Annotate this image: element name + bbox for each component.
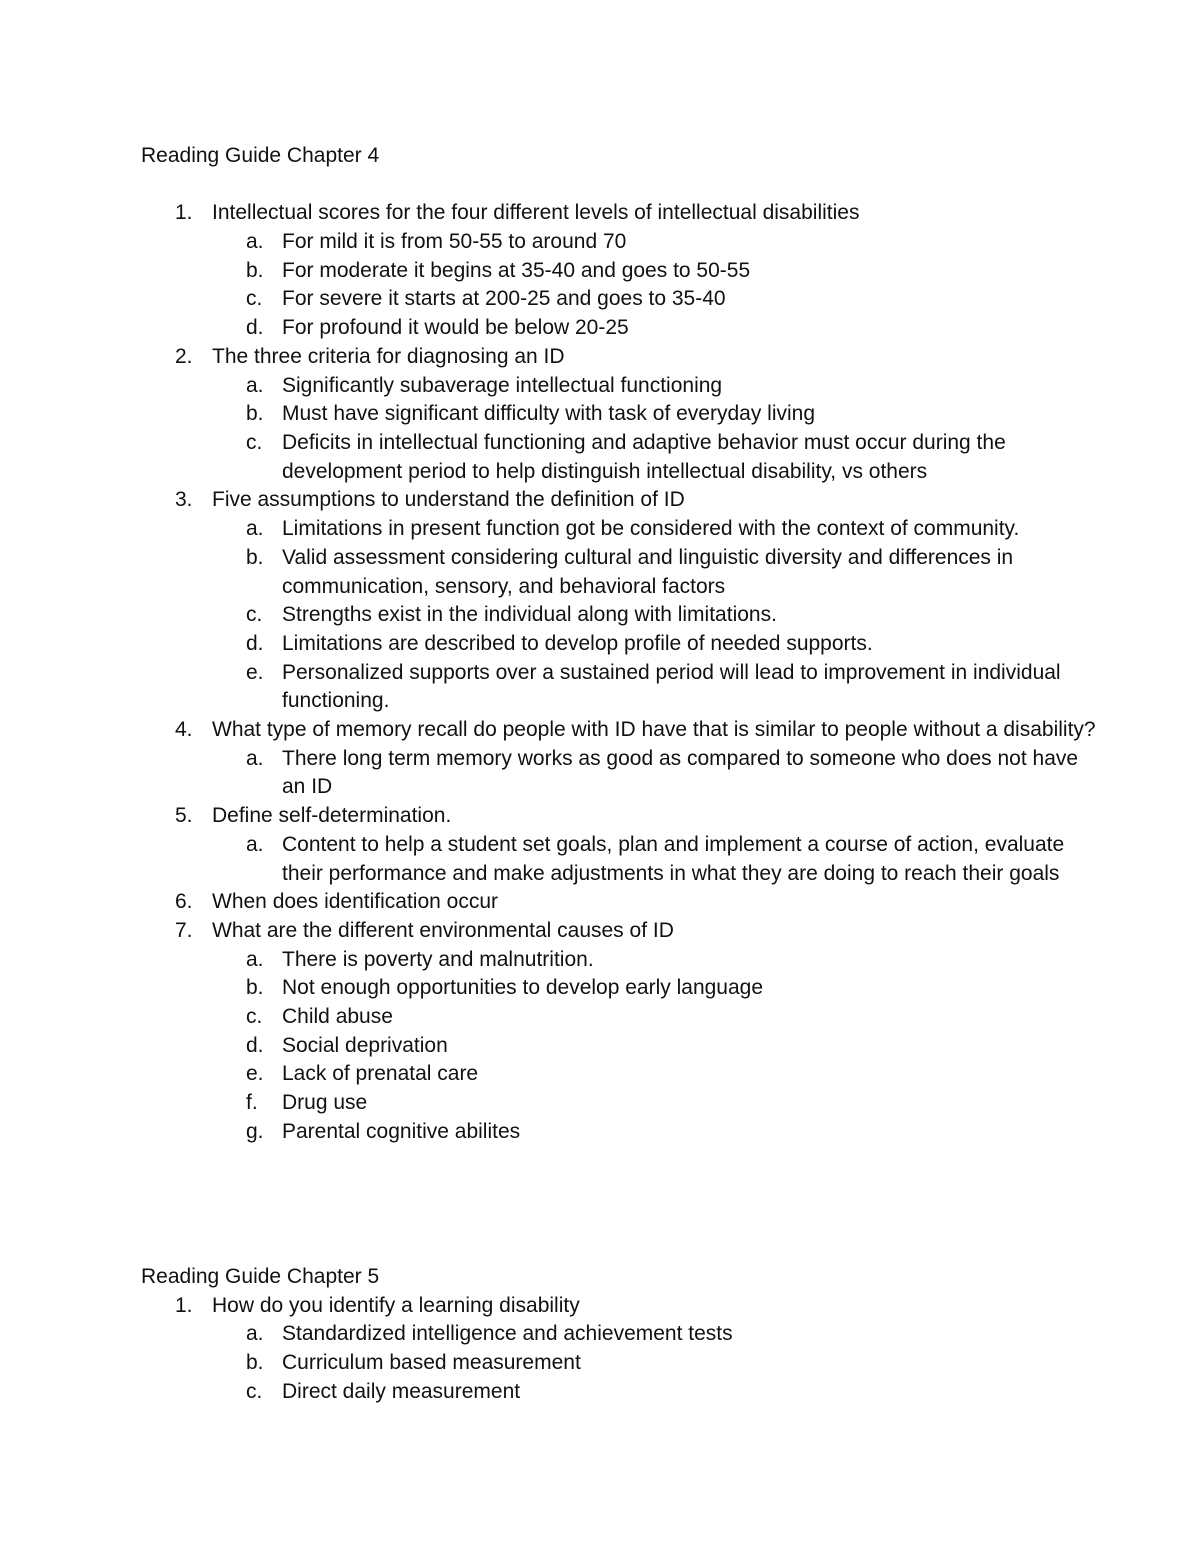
answer-letter: b.: [246, 976, 264, 1000]
question-item: [141, 716, 1101, 745]
question-item: [141, 486, 1101, 515]
answer-item: [141, 1003, 1101, 1032]
answer-text: Child abuse: [282, 1005, 393, 1029]
answer-letter: b.: [246, 1351, 264, 1375]
answer-text: Content to help a student set goals, plan and implement a course of action, evaluate their performance and make adjustments in what they are doing to reach their goals: [282, 832, 1065, 885]
answer-item: [141, 974, 1101, 1003]
answer-item: [141, 1118, 1101, 1147]
answer-text: Direct daily measurement: [282, 1379, 521, 1403]
section-title: Reading Guide Chapter 5: [141, 1265, 380, 1288]
answer-text: Significantly subaverage intellectual functioning: [282, 373, 723, 397]
answer-item: [141, 745, 1101, 802]
answer-item: [141, 400, 1101, 429]
answer-letter: a.: [246, 1322, 264, 1346]
answer-text: For severe it starts at 200-25 and goes to 35-40: [282, 287, 726, 311]
answer-letter: d.: [246, 316, 264, 340]
answer-text: For mild it is from 50-55 to around 70: [282, 230, 627, 254]
answer-letter: d.: [246, 1033, 264, 1057]
answer-letter: a.: [246, 746, 264, 770]
answer-item: [141, 630, 1101, 659]
answer-item: [141, 372, 1101, 401]
answer-letter: d.: [246, 631, 264, 655]
answer-letter: b.: [246, 545, 264, 569]
answer-letter: c.: [246, 287, 263, 311]
answer-text: Social deprivation: [282, 1033, 448, 1057]
answer-letter: f.: [246, 1091, 258, 1115]
answer-text: There is poverty and malnutrition.: [282, 947, 594, 971]
question-number: 6.: [175, 890, 193, 914]
answer-letter: e.: [246, 660, 264, 684]
answer-item: [141, 831, 1101, 888]
answer-letter: c.: [246, 603, 263, 627]
question-text: How do you identify a learning disability: [212, 1293, 580, 1317]
answer-letter: a.: [246, 947, 264, 971]
answer-text: Lack of prenatal care: [282, 1062, 479, 1086]
answer-item: [141, 1378, 1101, 1407]
answer-text: Drug use: [282, 1091, 368, 1115]
answer-text: Valid assessment considering cultural and linguistic diversity and differences in communication, sensory, and behavioral factors: [282, 545, 1014, 598]
question-item: [141, 917, 1101, 946]
answer-item: [141, 257, 1101, 286]
question-item: [141, 802, 1101, 831]
question-number: 7.: [175, 918, 193, 942]
answer-item: [141, 285, 1101, 314]
answer-letter: a.: [246, 832, 264, 856]
answer-item: [141, 314, 1101, 343]
answer-text: For moderate it begins at 35-40 and goes to 50-55: [282, 258, 751, 282]
answer-text: Parental cognitive abilites: [282, 1119, 521, 1143]
question-number: 1.: [175, 201, 193, 225]
question-item: [141, 343, 1101, 372]
question-number: 2.: [175, 344, 193, 368]
answer-letter: c.: [246, 1005, 263, 1029]
answer-letter: c.: [246, 431, 263, 454]
answer-item: [141, 1349, 1101, 1378]
section-title: Reading Guide Chapter 4: [141, 144, 380, 167]
answer-text: Strengths exist in the individual along with limitations.: [282, 603, 777, 627]
answer-item: [141, 1320, 1101, 1349]
answer-letter: c.: [246, 1379, 263, 1403]
answer-text: There long term memory works as good as compared to someone who does not have an ID: [282, 746, 1079, 799]
question-text: The three criteria for diagnosing an ID: [212, 344, 565, 368]
answer-letter: b.: [246, 258, 264, 282]
answer-text: Deficits in intellectual functioning and adaptive behavior must occur during the development period to help distinguish intellectual disability, vs others: [282, 431, 1006, 483]
answer-text: Not enough opportunities to develop early language: [282, 976, 764, 1000]
section-chapter-5: [141, 1263, 1101, 1407]
answer-item: [141, 659, 1101, 716]
question-number: 5.: [175, 804, 193, 828]
answer-text: Curriculum based measurement: [282, 1351, 581, 1375]
answer-item: [141, 515, 1101, 544]
answer-letter: a.: [246, 517, 264, 541]
question-item: [141, 888, 1101, 917]
question-text: What are the different environmental causes of ID: [212, 918, 674, 942]
blank-line: [141, 171, 1101, 200]
answer-item: [141, 1032, 1101, 1061]
question-text: Intellectual scores for the four different levels of intellectual disabilities: [212, 201, 860, 225]
question-text: Five assumptions to understand the definition of ID: [212, 488, 685, 512]
question-text: What type of memory recall do people with ID have that is similar to people without a disability?: [212, 718, 1096, 742]
answer-text: Limitations in present function got be considered with the context of community.: [282, 517, 1020, 541]
answer-letter: g.: [246, 1119, 264, 1143]
answer-item: [141, 1089, 1101, 1118]
question-number: 1.: [175, 1293, 193, 1317]
question-item: [141, 1292, 1101, 1321]
answer-item: [141, 228, 1101, 257]
answer-item: [141, 601, 1101, 630]
answer-text: Personalized supports over a sustained period will lead to improvement in individual functioning.: [282, 660, 1061, 713]
answer-letter: a.: [246, 230, 264, 254]
question-text: Define self-determination.: [212, 804, 452, 828]
question-item: [141, 199, 1101, 228]
question-number: 3.: [175, 488, 193, 512]
section-chapter-4: [141, 142, 1101, 1147]
answer-item: [141, 429, 1101, 486]
answer-letter: a.: [246, 373, 264, 397]
answer-text: Limitations are described to develop profile of needed supports.: [282, 631, 873, 655]
answer-letter: b.: [246, 402, 264, 426]
answer-text: For profound it would be below 20-25: [282, 316, 629, 340]
answer-item: [141, 544, 1101, 601]
answer-item: [141, 946, 1101, 975]
question-number: 4.: [175, 718, 193, 742]
question-text: When does identification occur: [212, 890, 498, 914]
answer-letter: e.: [246, 1062, 264, 1086]
answer-text: Standardized intelligence and achievement tests: [282, 1322, 733, 1346]
answer-item: [141, 1060, 1101, 1089]
answer-text: Must have significant difficulty with task of everyday living: [282, 402, 816, 426]
